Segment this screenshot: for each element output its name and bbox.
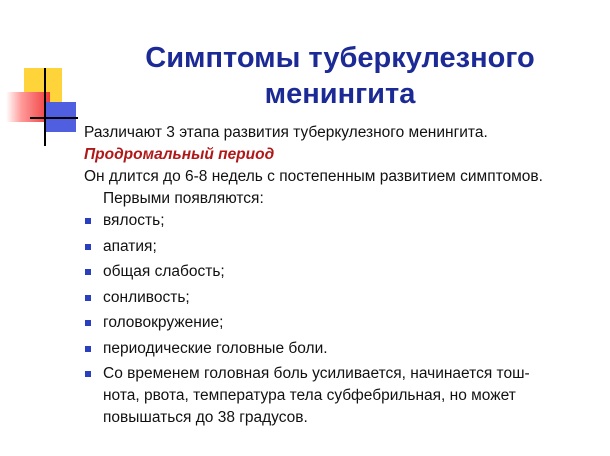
title-line-1: Симптомы туберкулезного	[145, 42, 535, 74]
bullet-square-icon	[85, 244, 91, 250]
list-item	[84, 210, 584, 232]
final-line-2: нота, рвота, температура тела субфебрильная, но может	[103, 387, 516, 404]
slide-title	[110, 40, 570, 112]
final-line-1: Со временем головная боль усиливается, начинается тош-	[103, 365, 530, 382]
list-item-text: периодические головные боли.	[103, 339, 328, 357]
final-line-3: повышаться до 38 градусов.	[103, 409, 308, 426]
bullet-square-icon	[85, 218, 91, 224]
symptom-list	[84, 210, 584, 429]
period-description	[84, 166, 584, 210]
list-item	[84, 236, 584, 258]
period-heading: Продромальный период	[84, 146, 275, 163]
slide-body	[84, 122, 584, 433]
list-item-text: общая слабость;	[103, 263, 225, 280]
bullet-square-icon	[85, 346, 91, 352]
list-item	[84, 287, 584, 309]
bullet-square-icon	[85, 269, 91, 275]
decor-vertical-line	[44, 68, 46, 146]
list-item	[84, 312, 584, 334]
description-line-1: Он длится до 6-8 недель с постепенным развитием симптомов.	[84, 168, 543, 185]
decor-horizontal-line	[30, 117, 78, 119]
description-line-2: Первыми появляются:	[103, 190, 264, 207]
list-item-text: сонливость;	[103, 288, 190, 306]
list-item-text: апатия;	[103, 237, 157, 255]
intro-text: Различают 3 этапа развития туберкулезного менингита.	[84, 124, 488, 141]
bullet-square-icon	[85, 320, 91, 326]
title-line-2: менингита	[264, 78, 416, 110]
bullet-square-icon	[85, 371, 91, 377]
list-item-text: головокружение;	[103, 314, 224, 331]
list-item	[84, 261, 584, 283]
list-item-final	[84, 363, 584, 429]
bullet-square-icon	[85, 295, 91, 301]
list-item-text: вялость;	[103, 212, 165, 229]
list-item	[84, 338, 584, 360]
